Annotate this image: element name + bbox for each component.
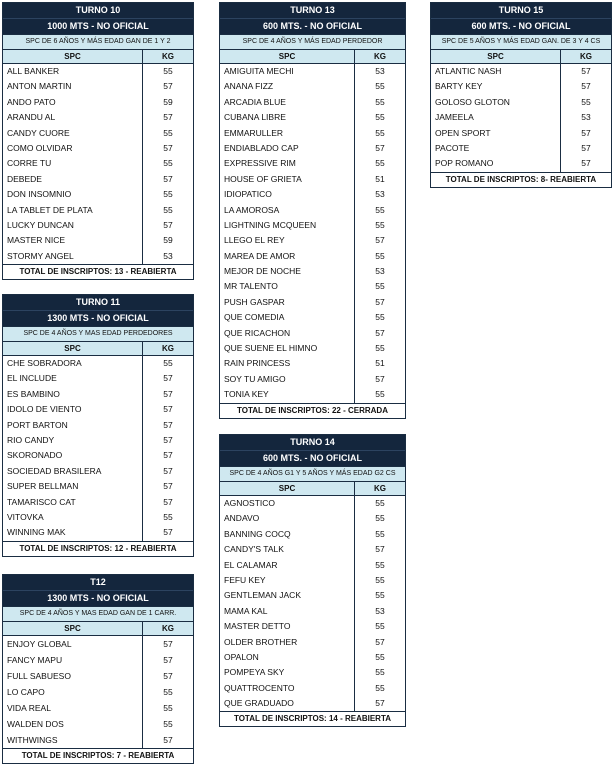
- horse-name: SUPER BELLMAN: [3, 479, 143, 494]
- horse-weight: 57: [163, 450, 173, 461]
- horse-name: CUBANA LIBRE: [220, 110, 355, 125]
- horse-name: POP ROMANO: [431, 156, 561, 171]
- horse-name: ANTON MARTIN: [3, 79, 143, 94]
- horse-weight: 57: [163, 173, 173, 184]
- table-row: [220, 356, 405, 371]
- table-row: [220, 95, 405, 110]
- horse-name: QUE COMEDIA: [220, 310, 355, 325]
- horse-weight: 55: [163, 703, 173, 713]
- table-row: [220, 650, 405, 665]
- horse-name: AMIGUITA MECHI: [220, 64, 355, 79]
- horse-name: OPEN SPORT: [431, 126, 561, 141]
- horse-weight: 55: [581, 96, 591, 107]
- race-table: [2, 574, 194, 764]
- table-row: [220, 558, 405, 573]
- race-turn-title: TURNO 15: [431, 3, 611, 19]
- horse-name: FEFU KEY: [220, 573, 355, 588]
- horse-name: ENJOY GLOBAL: [3, 636, 143, 652]
- race-table: [430, 2, 612, 188]
- horse-name: PORT BARTON: [3, 418, 143, 433]
- horse-name: EXPRESSIVE RIM: [220, 156, 355, 171]
- table-row: [220, 341, 405, 356]
- table-row: [220, 665, 405, 680]
- horse-weight: 55: [375, 343, 385, 354]
- horse-name: STORMY ANGEL: [3, 249, 143, 264]
- horse-name: BANNING COCQ: [220, 527, 355, 542]
- table-row: [3, 732, 193, 748]
- race-turn-title: T12: [3, 575, 193, 591]
- column-header-spc: SPC: [431, 50, 561, 63]
- horse-name: HOUSE OF GRIETA: [220, 172, 355, 187]
- horse-weight: 55: [375, 559, 385, 570]
- column-header-row: [220, 482, 405, 496]
- horse-weight: 55: [375, 667, 385, 678]
- horse-name: OPALON: [220, 650, 355, 665]
- horse-weight: 55: [375, 204, 385, 215]
- horse-weight: 57: [375, 142, 385, 153]
- race-condition: SPC DE 4 AÑOS Y MAS EDAD GAN DE 1 CARR.: [3, 606, 193, 622]
- race-turn-title: TURNO 13: [220, 3, 405, 19]
- table-row: [3, 156, 193, 171]
- horse-weight: 53: [375, 66, 385, 76]
- horse-weight: 55: [375, 498, 385, 508]
- column-header-kg: KG: [580, 52, 592, 61]
- column-header-kg: KG: [374, 484, 386, 493]
- horse-weight: 57: [163, 639, 173, 649]
- horse-name: MAREA DE AMOR: [220, 249, 355, 264]
- horse-weight: 55: [163, 66, 173, 76]
- horse-weight: 55: [375, 219, 385, 230]
- horse-name: SOY TU AMIGO: [220, 372, 355, 387]
- table-row: [3, 636, 193, 652]
- horse-name: QUE SUENE EL HIMNO: [220, 341, 355, 356]
- table-row: [220, 141, 405, 156]
- horse-weight: 57: [375, 544, 385, 555]
- horse-weight: 55: [163, 511, 173, 522]
- horse-name: QUATTROCENTO: [220, 681, 355, 696]
- column-header-kg: KG: [162, 344, 174, 353]
- table-row: [220, 110, 405, 125]
- horse-weight: 57: [163, 219, 173, 230]
- table-row: [431, 110, 611, 125]
- horse-weight: 53: [375, 605, 385, 616]
- race-distance: 1300 MTS - NO OFICIAL: [3, 591, 193, 606]
- column-header-row: [220, 50, 405, 64]
- horse-name: ES BAMBINO: [3, 387, 143, 402]
- entries-list: [220, 64, 405, 404]
- table-row: [431, 64, 611, 79]
- table-row: [220, 681, 405, 696]
- horse-weight: 57: [375, 636, 385, 647]
- table-row: [431, 141, 611, 156]
- horse-name: ARCADIA BLUE: [220, 95, 355, 110]
- horse-name: IDOLO DE VIENTO: [3, 402, 143, 417]
- horse-name: VIDA REAL: [3, 700, 143, 716]
- horse-name: ANANA FIZZ: [220, 79, 355, 94]
- table-row: [3, 700, 193, 716]
- table-row: [220, 496, 405, 511]
- table-row: [3, 402, 193, 417]
- horse-name: TAMARISCO CAT: [3, 495, 143, 510]
- horse-weight: 59: [163, 235, 173, 246]
- horse-weight: 55: [375, 312, 385, 323]
- table-row: [220, 64, 405, 79]
- horse-weight: 53: [375, 266, 385, 277]
- race-turn-title: TURNO 11: [3, 295, 193, 311]
- horse-name: FANCY MAPU: [3, 652, 143, 668]
- horse-weight: 55: [375, 281, 385, 292]
- horse-name: MEJOR DE NOCHE: [220, 264, 355, 279]
- column-header-spc: SPC: [3, 622, 143, 635]
- horse-weight: 57: [375, 327, 385, 338]
- horse-name: LLEGO EL REY: [220, 233, 355, 248]
- horse-weight: 55: [163, 204, 173, 215]
- total-entries: TOTAL DE INSCRIPTOS: 13 - REABIERTA: [19, 267, 177, 277]
- horse-weight: 57: [163, 81, 173, 92]
- table-row: [220, 542, 405, 557]
- horse-name: BARTY KEY: [431, 79, 561, 94]
- table-row: [220, 156, 405, 171]
- horse-weight: 55: [375, 682, 385, 693]
- table-row: [3, 172, 193, 187]
- table-row: [3, 448, 193, 463]
- race-table: [219, 2, 406, 419]
- horse-weight: 53: [581, 112, 591, 123]
- horse-weight: 53: [163, 250, 173, 261]
- horse-name: DEBEDE: [3, 172, 143, 187]
- horse-weight: 55: [163, 719, 173, 729]
- table-row: [220, 372, 405, 387]
- horse-name: WALDEN DOS: [3, 716, 143, 732]
- horse-name: EMMARULLER: [220, 126, 355, 141]
- horse-name: ALL BANKER: [3, 64, 143, 79]
- table-row: [3, 218, 193, 233]
- total-entries: TOTAL DE INSCRIPTOS: 8- REABIERTA: [445, 174, 597, 184]
- table-row: [3, 716, 193, 732]
- horse-name: WITHWINGS: [3, 732, 143, 748]
- horse-name: SOCIEDAD BRASILERA: [3, 464, 143, 479]
- horse-name: IDIOPATICO: [220, 187, 355, 202]
- table-row: [431, 156, 611, 171]
- horse-weight: 55: [163, 687, 173, 697]
- table-row: [220, 79, 405, 94]
- race-distance: 600 MTS. - NO OFICIAL: [220, 451, 405, 466]
- race-distance: 600 MTS. - NO OFICIAL: [220, 19, 405, 34]
- table-row: [220, 387, 405, 402]
- horse-weight: 55: [375, 250, 385, 261]
- horse-weight: 57: [375, 296, 385, 307]
- horse-weight: 57: [163, 481, 173, 492]
- horse-name: LO CAPO: [3, 684, 143, 700]
- column-header-row: [3, 622, 193, 636]
- horse-name: MASTER DETTO: [220, 619, 355, 634]
- horse-weight: 55: [375, 81, 385, 92]
- horse-weight: 57: [375, 235, 385, 246]
- horse-name: LUCKY DUNCAN: [3, 218, 143, 233]
- horse-name: LIGHTNING MCQUEEN: [220, 218, 355, 233]
- horse-weight: 55: [375, 621, 385, 632]
- race-distance: 1300 MTS - NO OFICIAL: [3, 311, 193, 326]
- horse-name: ENDIABLADO CAP: [220, 141, 355, 156]
- horse-weight: 55: [163, 189, 173, 200]
- column-header-kg: KG: [374, 52, 386, 61]
- horse-name: QUE RICACHON: [220, 326, 355, 341]
- horse-weight: 53: [375, 189, 385, 200]
- horse-name: RAIN PRINCESS: [220, 356, 355, 371]
- horse-weight: 57: [581, 127, 591, 138]
- table-row: [3, 433, 193, 448]
- table-row: [220, 635, 405, 650]
- column-header-spc: SPC: [3, 342, 143, 355]
- horse-name: EL CALAMAR: [220, 558, 355, 573]
- horse-name: ARANDU AL: [3, 110, 143, 125]
- horse-weight: 57: [375, 698, 385, 709]
- horse-weight: 55: [375, 112, 385, 123]
- table-row: [220, 619, 405, 634]
- horse-weight: 55: [375, 513, 385, 524]
- horse-name: ATLANTIC NASH: [431, 64, 561, 79]
- horse-weight: 57: [163, 404, 173, 415]
- table-row: [220, 187, 405, 202]
- horse-name: JAMEELA: [431, 110, 561, 125]
- table-row: [220, 279, 405, 294]
- table-row: [3, 249, 193, 264]
- race-turn-title: TURNO 10: [3, 3, 193, 19]
- table-row: [3, 126, 193, 141]
- column-header-kg: KG: [162, 52, 174, 61]
- horse-weight: 57: [163, 671, 173, 681]
- race-condition: SPC DE 4 AÑOS G1 Y 5 AÑOS Y MÁS EDAD G2 CS: [220, 466, 405, 482]
- table-row: [3, 525, 193, 540]
- horse-name: LA TABLET DE PLATA: [3, 203, 143, 218]
- table-row: [220, 604, 405, 619]
- table-row: [220, 233, 405, 248]
- race-distance: 600 MTS. - NO OFICIAL: [431, 19, 611, 34]
- table-row: [3, 464, 193, 479]
- total-entries: TOTAL DE INSCRIPTOS: 22 - CERRADA: [237, 405, 388, 415]
- table-row: [3, 652, 193, 668]
- horse-name: MASTER NICE: [3, 233, 143, 248]
- horse-name: WINNING MAK: [3, 525, 143, 540]
- table-row: [220, 264, 405, 279]
- total-entries: TOTAL DE INSCRIPTOS: 7 - REABIERTA: [21, 751, 175, 760]
- horse-weight: 57: [581, 158, 591, 169]
- table-row: [431, 79, 611, 94]
- table-row: [220, 249, 405, 264]
- column-header-row: [3, 50, 193, 64]
- race-condition: SPC DE 4 AÑOS Y MAS EDAD PERDEDORES: [3, 326, 193, 342]
- table-row: [3, 387, 193, 402]
- horse-weight: 51: [375, 358, 385, 369]
- table-row: [3, 668, 193, 684]
- horse-name: VITOVKA: [3, 510, 143, 525]
- table-row: [3, 371, 193, 386]
- horse-name: EL INCLUDE: [3, 371, 143, 386]
- horse-weight: 57: [163, 496, 173, 507]
- table-row: [220, 573, 405, 588]
- table-row: [3, 95, 193, 110]
- table-row: [431, 95, 611, 110]
- table-row: [3, 356, 193, 371]
- horse-name: OLDER BROTHER: [220, 635, 355, 650]
- table-row: [3, 203, 193, 218]
- column-header-row: [431, 50, 611, 64]
- table-row: [3, 79, 193, 94]
- race-table: [219, 434, 406, 727]
- table-row: [220, 588, 405, 603]
- horse-name: DON INSOMNIO: [3, 187, 143, 202]
- horse-weight: 55: [163, 358, 173, 368]
- race-table: [2, 294, 194, 557]
- horse-name: PUSH GASPAR: [220, 295, 355, 310]
- horse-name: CHE SOBRADORA: [3, 356, 143, 371]
- horse-weight: 59: [163, 96, 173, 107]
- horse-weight: 57: [163, 419, 173, 430]
- entries-list: [220, 496, 405, 712]
- horse-weight: 55: [375, 389, 385, 400]
- horse-weight: 55: [375, 574, 385, 585]
- table-row: [3, 110, 193, 125]
- horse-weight: 57: [581, 81, 591, 92]
- horse-name: CANDY'S TALK: [220, 542, 355, 557]
- table-row: [220, 527, 405, 542]
- horse-name: ANDAVO: [220, 511, 355, 526]
- race-distance: 1000 MTS - NO OFICIAL: [3, 19, 193, 34]
- column-header-kg: KG: [162, 624, 174, 633]
- horse-name: LA AMOROSA: [220, 203, 355, 218]
- horse-weight: 51: [375, 173, 385, 184]
- table-row: [3, 479, 193, 494]
- horse-weight: 55: [375, 651, 385, 662]
- race-condition: SPC DE 6 AÑOS Y MÁS EDAD GAN DE 1 Y 2: [3, 34, 193, 50]
- column-header-spc: SPC: [3, 50, 143, 63]
- horse-name: AGNOSTICO: [220, 496, 355, 511]
- horse-weight: 57: [581, 66, 591, 76]
- horse-name: CANDY CUORE: [3, 126, 143, 141]
- race-table: [2, 2, 194, 280]
- column-header-spc: SPC: [220, 482, 355, 495]
- table-row: [3, 495, 193, 510]
- total-entries: TOTAL DE INSCRIPTOS: 14 - REABIERTA: [233, 714, 392, 724]
- horse-name: GOLOSO GLOTON: [431, 95, 561, 110]
- table-row: [3, 233, 193, 248]
- horse-name: SKORONADO: [3, 448, 143, 463]
- horse-weight: 57: [163, 735, 173, 745]
- table-row: [3, 141, 193, 156]
- horse-weight: 57: [375, 373, 385, 384]
- horse-weight: 55: [163, 127, 173, 138]
- horse-weight: 57: [163, 373, 173, 384]
- horse-weight: 55: [375, 96, 385, 107]
- table-row: [220, 295, 405, 310]
- horse-weight: 57: [163, 388, 173, 399]
- table-row: [220, 126, 405, 141]
- entries-list: [3, 356, 193, 542]
- table-row: [3, 64, 193, 79]
- horse-name: MR TALENTO: [220, 279, 355, 294]
- horse-weight: 57: [163, 465, 173, 476]
- horse-weight: 55: [375, 127, 385, 138]
- table-row: [220, 203, 405, 218]
- horse-name: ANDO PATO: [3, 95, 143, 110]
- horse-name: FULL SABUESO: [3, 668, 143, 684]
- table-row: [3, 684, 193, 700]
- table-row: [220, 511, 405, 526]
- race-condition: SPC DE 5 AÑOS Y MÁS EDAD GAN. DE 3 Y 4 CS: [431, 34, 611, 50]
- horse-weight: 55: [375, 158, 385, 169]
- column-header-spc: SPC: [220, 50, 355, 63]
- table-row: [220, 696, 405, 711]
- table-row: [3, 187, 193, 202]
- entries-list: [3, 64, 193, 265]
- horse-weight: 55: [375, 590, 385, 601]
- horse-weight: 57: [581, 142, 591, 153]
- column-header-row: [3, 342, 193, 356]
- table-row: [220, 172, 405, 187]
- horse-weight: 57: [163, 142, 173, 153]
- horse-name: MAMA KAL: [220, 604, 355, 619]
- race-condition: SPC DE 4 AÑOS Y MÁS EDAD PERDEDOR: [220, 34, 405, 50]
- horse-weight: 57: [163, 655, 173, 665]
- race-turn-title: TURNO 14: [220, 435, 405, 451]
- horse-weight: 57: [163, 434, 173, 445]
- horse-name: CORRE TU: [3, 156, 143, 171]
- table-row: [431, 126, 611, 141]
- horse-weight: 57: [163, 112, 173, 123]
- horse-name: RIO CANDY: [3, 433, 143, 448]
- horse-weight: 55: [375, 528, 385, 539]
- horse-name: TONIA KEY: [220, 387, 355, 402]
- horse-name: PACOTE: [431, 141, 561, 156]
- entries-list: [3, 636, 193, 749]
- table-row: [220, 310, 405, 325]
- horse-name: GENTLEMAN JACK: [220, 588, 355, 603]
- horse-name: QUE GRADUADO: [220, 696, 355, 711]
- horse-weight: 55: [163, 158, 173, 169]
- total-entries: TOTAL DE INSCRIPTOS: 12 - REABIERTA: [19, 543, 177, 553]
- entries-list: [431, 64, 611, 173]
- table-row: [220, 218, 405, 233]
- table-row: [220, 326, 405, 341]
- horse-weight: 57: [163, 527, 173, 538]
- horse-name: COMO OLVIDAR: [3, 141, 143, 156]
- horse-name: POMPEYA SKY: [220, 665, 355, 680]
- table-row: [3, 510, 193, 525]
- table-row: [3, 418, 193, 433]
